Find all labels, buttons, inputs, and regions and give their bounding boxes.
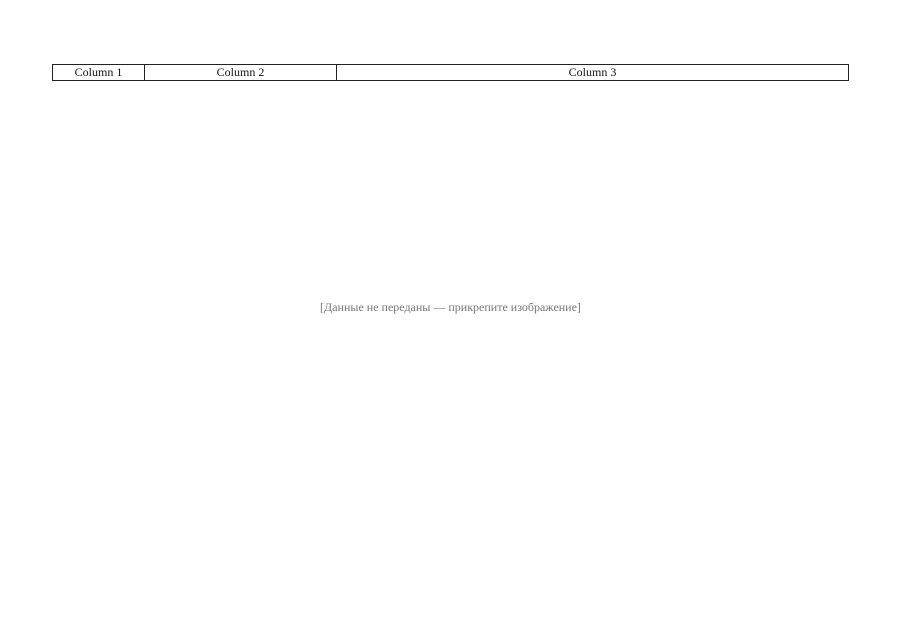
header-details: Column 3 bbox=[337, 65, 849, 81]
object-parameters-table bbox=[52, 64, 849, 81]
header-object-number: Column 1 bbox=[53, 65, 145, 81]
empty-note: [Данные не переданы — прикрепите изображение] bbox=[320, 300, 581, 314]
table-header-row bbox=[53, 65, 849, 81]
header-parameter-name: Column 2 bbox=[145, 65, 337, 81]
